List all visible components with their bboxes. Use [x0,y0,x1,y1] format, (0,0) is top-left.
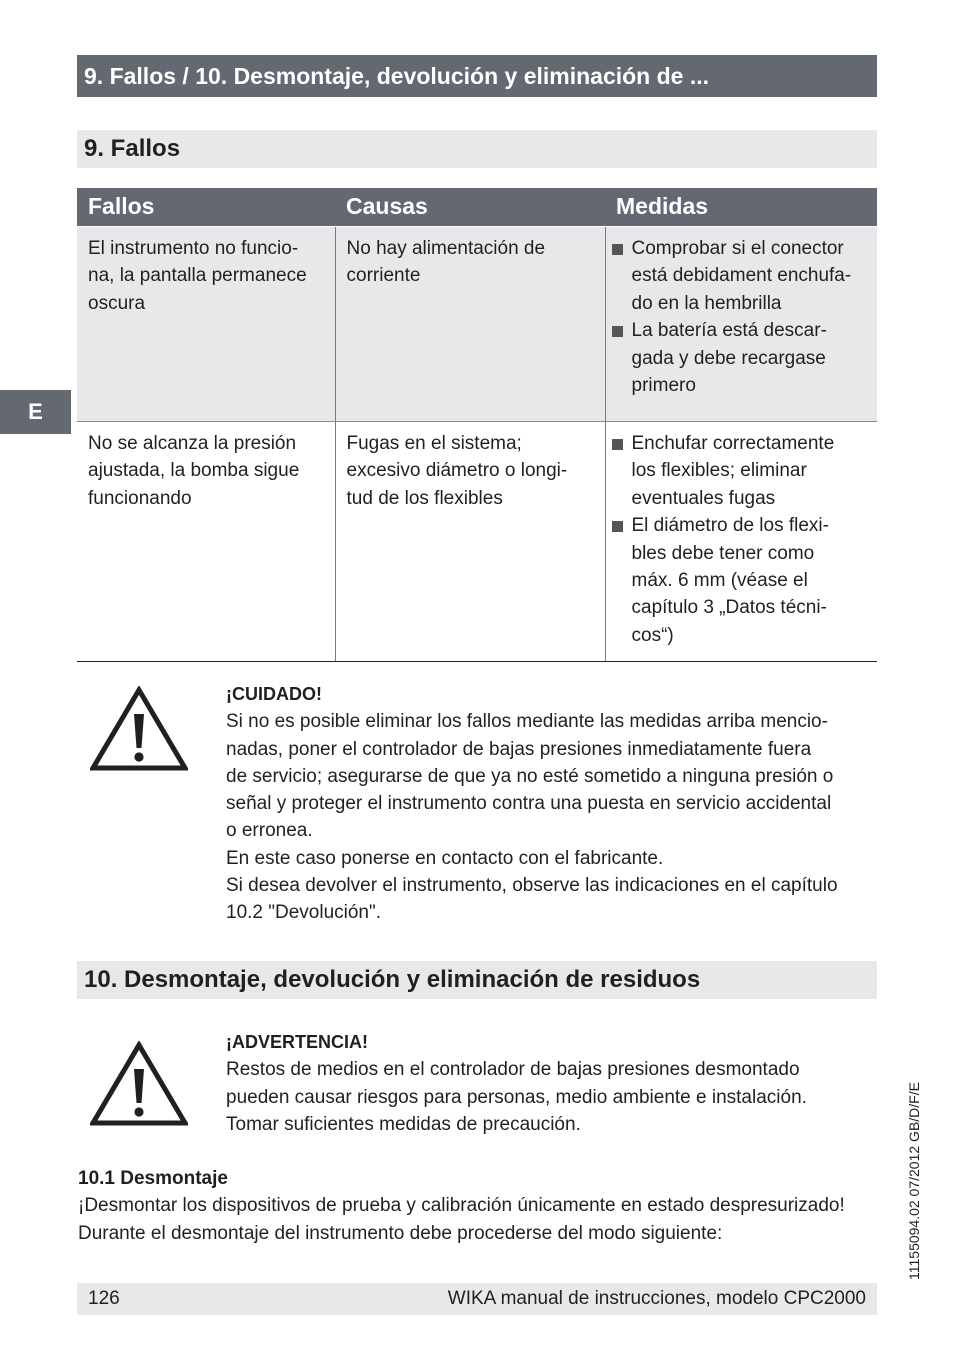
table-row [77,422,877,662]
list-item: Comprobar si el conector está debidament enchufa- do en la hembrilla [612,235,872,317]
page-header-title: 9. Fallos / 10. Desmontaje, devolución y eliminación de ... [77,55,877,97]
subsection-heading: 10.1 Desmontaje [78,1168,228,1189]
warning-text: Restos de medios en el controlador de bajas presiones desmontado pueden causar riesgos para personas, medio ambiente e instalación. Tomar suficientes medidas de precaución. [226,1059,807,1135]
list-item: La batería está descar- gada y debe recargase primero [612,317,872,399]
caution-text-return: Si desea devolver el instrumento, observe las indicaciones en el capítulo 10.2 "Devolución". [226,875,838,924]
caution-note [226,681,881,927]
fallo-cell: No se alcanza la presión ajustada, la bomba sigue funcionando [77,422,335,662]
section-10-heading: 10. Desmontaje, devolución y eliminación de residuos [77,961,877,999]
faults-table [77,188,877,662]
medidas-list [612,430,872,649]
warning-note [226,1029,881,1138]
caution-text-contact: En este caso ponerse en contacto con el fabricante. [226,847,664,869]
body-line: Durante el desmontaje del instrumento debe procederse del modo siguiente: [78,1222,723,1244]
list-item: El diámetro de los flexi- bles debe tener como máx. 6 mm (véase el capítulo 3 „Datos técni- cos“) [612,512,872,649]
fallo-cell: El instrumento no funcio- na, la pantalla permanece oscura [77,227,335,422]
subsection-body [78,1192,898,1247]
warning-triangle-icon [90,1041,188,1127]
language-tab: E [0,390,71,434]
body-line: ¡Desmontar los dispositivos de prueba y calibración únicamente en estado despresurizado! [78,1195,845,1216]
document-code: 11155094.02 07/2012 GB/D/F/E [906,1082,922,1280]
caution-text: Si no es posible eliminar los fallos mediante las medidas arriba mencio- nadas, poner el controlador de bajas presiones inmediatamente fuera de servicio; asegurarse de que ya no esté sometido a ninguna presión o señal y proteger el instrumento contra una puesta en servicio accidental o erronea. [226,711,834,842]
warning-triangle-icon [90,686,188,772]
caution-title: ¡CUIDADO! [226,684,322,704]
table-header-row [77,188,877,227]
column-header-causas: Causas [335,188,605,227]
footer-doc-title: WIKA manual de instrucciones, modelo CPC2000 [447,1288,866,1309]
causa-cell: No hay alimentación de corriente [335,227,605,422]
page-footer [77,1283,877,1315]
page-number: 126 [88,1288,120,1309]
medidas-list [612,235,872,399]
table-row [77,227,877,422]
medidas-cell [605,227,877,422]
medidas-cell [605,422,877,662]
section-9-heading: 9. Fallos [77,130,877,168]
column-header-fallos: Fallos [77,188,335,227]
column-header-medidas: Medidas [605,188,877,227]
warning-title: ¡ADVERTENCIA! [226,1032,368,1052]
list-item: Enchufar correctamente los flexibles; eliminar eventuales fugas [612,430,872,512]
causa-cell: Fugas en el sistema; excesivo diámetro o longi- tud de los flexibles [335,422,605,662]
